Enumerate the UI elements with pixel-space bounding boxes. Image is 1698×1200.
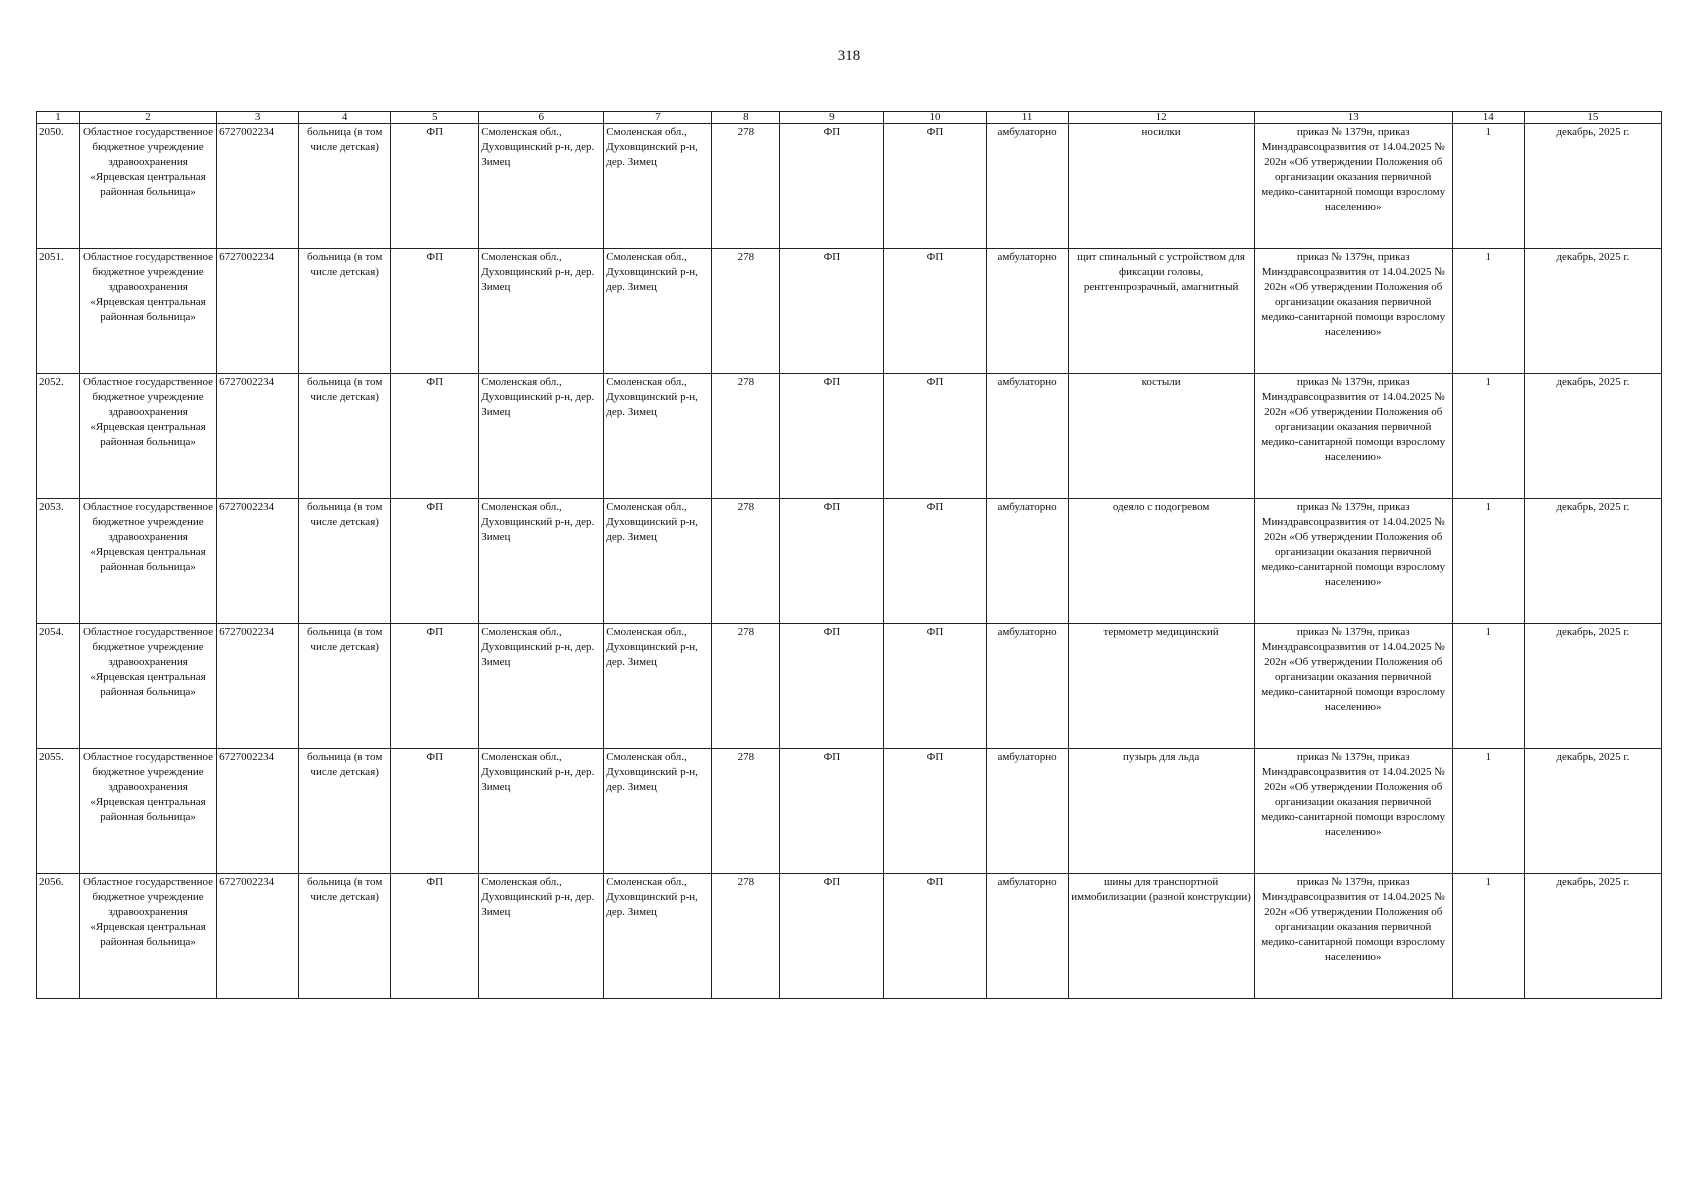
organization-name: Областное государственное бюджетное учреждение здравоохранения «Ярцевская центральная районная больница» <box>80 374 217 499</box>
organization-name: Областное государственное бюджетное учреждение здравоохранения «Ярцевская центральная районная больница» <box>80 874 217 999</box>
table-row <box>37 374 1662 499</box>
order-reference: приказ № 1379н, приказ Минздравсоцразвития от 14.04.2025 № 202н «Об утверждении Положения об организации оказания первичной медико-санитарной помощи взрослому населению» <box>1254 374 1452 499</box>
organization-name: Областное государственное бюджетное учреждение здравоохранения «Ярцевская центральная районная больница» <box>80 124 217 249</box>
col5-value: ФП <box>391 499 479 624</box>
col9-value: ФП <box>780 249 884 374</box>
col9-value: ФП <box>780 374 884 499</box>
col8-value: 278 <box>712 499 780 624</box>
column-header: 14 <box>1452 112 1524 124</box>
facility-type: больница (в том числе детская) <box>299 499 391 624</box>
column-header: 9 <box>780 112 884 124</box>
column-header: 1 <box>37 112 80 124</box>
inn: 6727002234 <box>217 249 299 374</box>
equipment-name: щит спинальный с устройством для фиксации головы, рентгенпрозрачный, амагнитный <box>1068 249 1254 374</box>
row-number: 2052. <box>37 374 80 499</box>
inn: 6727002234 <box>217 749 299 874</box>
organization-name: Областное государственное бюджетное учреждение здравоохранения «Ярцевская центральная районная больница» <box>80 499 217 624</box>
quantity: 1 <box>1452 624 1524 749</box>
header-row <box>37 112 1662 124</box>
row-number: 2053. <box>37 499 80 624</box>
column-header: 3 <box>217 112 299 124</box>
col5-value: ФП <box>391 124 479 249</box>
deadline-date: декабрь, 2025 г. <box>1524 624 1661 749</box>
facility-type: больница (в том числе детская) <box>299 374 391 499</box>
col10-value: ФП <box>884 624 986 749</box>
registry-table <box>36 111 1662 999</box>
column-header: 7 <box>604 112 712 124</box>
facility-type: больница (в том числе детская) <box>299 749 391 874</box>
address-col6: Смоленская обл., Духовщинский р-н, дер. Зимец <box>479 749 604 874</box>
col8-value: 278 <box>712 374 780 499</box>
care-mode: амбулаторно <box>986 874 1068 999</box>
address-col6: Смоленская обл., Духовщинский р-н, дер. Зимец <box>479 249 604 374</box>
col10-value: ФП <box>884 874 986 999</box>
address-col7: Смоленская обл., Духовщинский р-н, дер. Зимец <box>604 249 712 374</box>
equipment-name: шины для транспортной иммобилизации (разной конструкции) <box>1068 874 1254 999</box>
col5-value: ФП <box>391 624 479 749</box>
row-number: 2056. <box>37 874 80 999</box>
table-row <box>37 624 1662 749</box>
table-row <box>37 249 1662 374</box>
equipment-name: одеяло с подогревом <box>1068 499 1254 624</box>
table-row <box>37 124 1662 249</box>
col9-value: ФП <box>780 624 884 749</box>
address-col6: Смоленская обл., Духовщинский р-н, дер. Зимец <box>479 624 604 749</box>
address-col7: Смоленская обл., Духовщинский р-н, дер. Зимец <box>604 374 712 499</box>
care-mode: амбулаторно <box>986 749 1068 874</box>
care-mode: амбулаторно <box>986 374 1068 499</box>
quantity: 1 <box>1452 749 1524 874</box>
col9-value: ФП <box>780 874 884 999</box>
organization-name: Областное государственное бюджетное учреждение здравоохранения «Ярцевская центральная районная больница» <box>80 624 217 749</box>
order-reference: приказ № 1379н, приказ Минздравсоцразвития от 14.04.2025 № 202н «Об утверждении Положения об организации оказания первичной медико-санитарной помощи взрослому населению» <box>1254 499 1452 624</box>
equipment-name: носилки <box>1068 124 1254 249</box>
address-col7: Смоленская обл., Духовщинский р-н, дер. Зимец <box>604 749 712 874</box>
quantity: 1 <box>1452 249 1524 374</box>
order-reference: приказ № 1379н, приказ Минздравсоцразвития от 14.04.2025 № 202н «Об утверждении Положения об организации оказания первичной медико-санитарной помощи взрослому населению» <box>1254 124 1452 249</box>
quantity: 1 <box>1452 374 1524 499</box>
page-number: 318 <box>837 48 861 64</box>
equipment-name: пузырь для льда <box>1068 749 1254 874</box>
address-col6: Смоленская обл., Духовщинский р-н, дер. Зимец <box>479 124 604 249</box>
column-header: 8 <box>712 112 780 124</box>
inn: 6727002234 <box>217 499 299 624</box>
care-mode: амбулаторно <box>986 624 1068 749</box>
column-header: 13 <box>1254 112 1452 124</box>
order-reference: приказ № 1379н, приказ Минздравсоцразвития от 14.04.2025 № 202н «Об утверждении Положения об организации оказания первичной медико-санитарной помощи взрослому населению» <box>1254 749 1452 874</box>
row-number: 2050. <box>37 124 80 249</box>
col10-value: ФП <box>884 124 986 249</box>
deadline-date: декабрь, 2025 г. <box>1524 749 1661 874</box>
deadline-date: декабрь, 2025 г. <box>1524 499 1661 624</box>
deadline-date: декабрь, 2025 г. <box>1524 249 1661 374</box>
order-reference: приказ № 1379н, приказ Минздравсоцразвития от 14.04.2025 № 202н «Об утверждении Положения об организации оказания первичной медико-санитарной помощи взрослому населению» <box>1254 874 1452 999</box>
facility-type: больница (в том числе детская) <box>299 624 391 749</box>
equipment-name: костыли <box>1068 374 1254 499</box>
address-col6: Смоленская обл., Духовщинский р-н, дер. Зимец <box>479 874 604 999</box>
care-mode: амбулаторно <box>986 499 1068 624</box>
col5-value: ФП <box>391 249 479 374</box>
col9-value: ФП <box>780 499 884 624</box>
column-header: 4 <box>299 112 391 124</box>
organization-name: Областное государственное бюджетное учреждение здравоохранения «Ярцевская центральная районная больница» <box>80 249 217 374</box>
column-header: 15 <box>1524 112 1661 124</box>
col10-value: ФП <box>884 374 986 499</box>
col8-value: 278 <box>712 874 780 999</box>
col10-value: ФП <box>884 749 986 874</box>
address-col7: Смоленская обл., Духовщинский р-н, дер. Зимец <box>604 624 712 749</box>
col8-value: 278 <box>712 249 780 374</box>
col5-value: ФП <box>391 874 479 999</box>
row-number: 2055. <box>37 749 80 874</box>
col8-value: 278 <box>712 124 780 249</box>
row-number: 2054. <box>37 624 80 749</box>
address-col7: Смоленская обл., Духовщинский р-н, дер. Зимец <box>604 499 712 624</box>
organization-name: Областное государственное бюджетное учреждение здравоохранения «Ярцевская центральная районная больница» <box>80 749 217 874</box>
col5-value: ФП <box>391 749 479 874</box>
care-mode: амбулаторно <box>986 124 1068 249</box>
deadline-date: декабрь, 2025 г. <box>1524 874 1661 999</box>
table-row <box>37 499 1662 624</box>
facility-type: больница (в том числе детская) <box>299 249 391 374</box>
address-col6: Смоленская обл., Духовщинский р-н, дер. Зимец <box>479 374 604 499</box>
col9-value: ФП <box>780 124 884 249</box>
col8-value: 278 <box>712 749 780 874</box>
col8-value: 278 <box>712 624 780 749</box>
row-number: 2051. <box>37 249 80 374</box>
deadline-date: декабрь, 2025 г. <box>1524 124 1661 249</box>
inn: 6727002234 <box>217 624 299 749</box>
column-header: 6 <box>479 112 604 124</box>
address-col7: Смоленская обл., Духовщинский р-н, дер. Зимец <box>604 124 712 249</box>
col10-value: ФП <box>884 249 986 374</box>
inn: 6727002234 <box>217 124 299 249</box>
quantity: 1 <box>1452 124 1524 249</box>
inn: 6727002234 <box>217 374 299 499</box>
column-header: 12 <box>1068 112 1254 124</box>
address-col6: Смоленская обл., Духовщинский р-н, дер. Зимец <box>479 499 604 624</box>
table-row <box>37 749 1662 874</box>
col9-value: ФП <box>780 749 884 874</box>
table-row <box>37 874 1662 999</box>
inn: 6727002234 <box>217 874 299 999</box>
column-header: 5 <box>391 112 479 124</box>
order-reference: приказ № 1379н, приказ Минздравсоцразвития от 14.04.2025 № 202н «Об утверждении Положения об организации оказания первичной медико-санитарной помощи взрослому населению» <box>1254 624 1452 749</box>
column-header: 11 <box>986 112 1068 124</box>
col10-value: ФП <box>884 499 986 624</box>
order-reference: приказ № 1379н, приказ Минздравсоцразвития от 14.04.2025 № 202н «Об утверждении Положения об организации оказания первичной медико-санитарной помощи взрослому населению» <box>1254 249 1452 374</box>
col5-value: ФП <box>391 374 479 499</box>
quantity: 1 <box>1452 499 1524 624</box>
facility-type: больница (в том числе детская) <box>299 874 391 999</box>
deadline-date: декабрь, 2025 г. <box>1524 374 1661 499</box>
address-col7: Смоленская обл., Духовщинский р-н, дер. Зимец <box>604 874 712 999</box>
quantity: 1 <box>1452 874 1524 999</box>
column-header: 10 <box>884 112 986 124</box>
equipment-name: термометр медицинский <box>1068 624 1254 749</box>
column-header: 2 <box>80 112 217 124</box>
facility-type: больница (в том числе детская) <box>299 124 391 249</box>
care-mode: амбулаторно <box>986 249 1068 374</box>
